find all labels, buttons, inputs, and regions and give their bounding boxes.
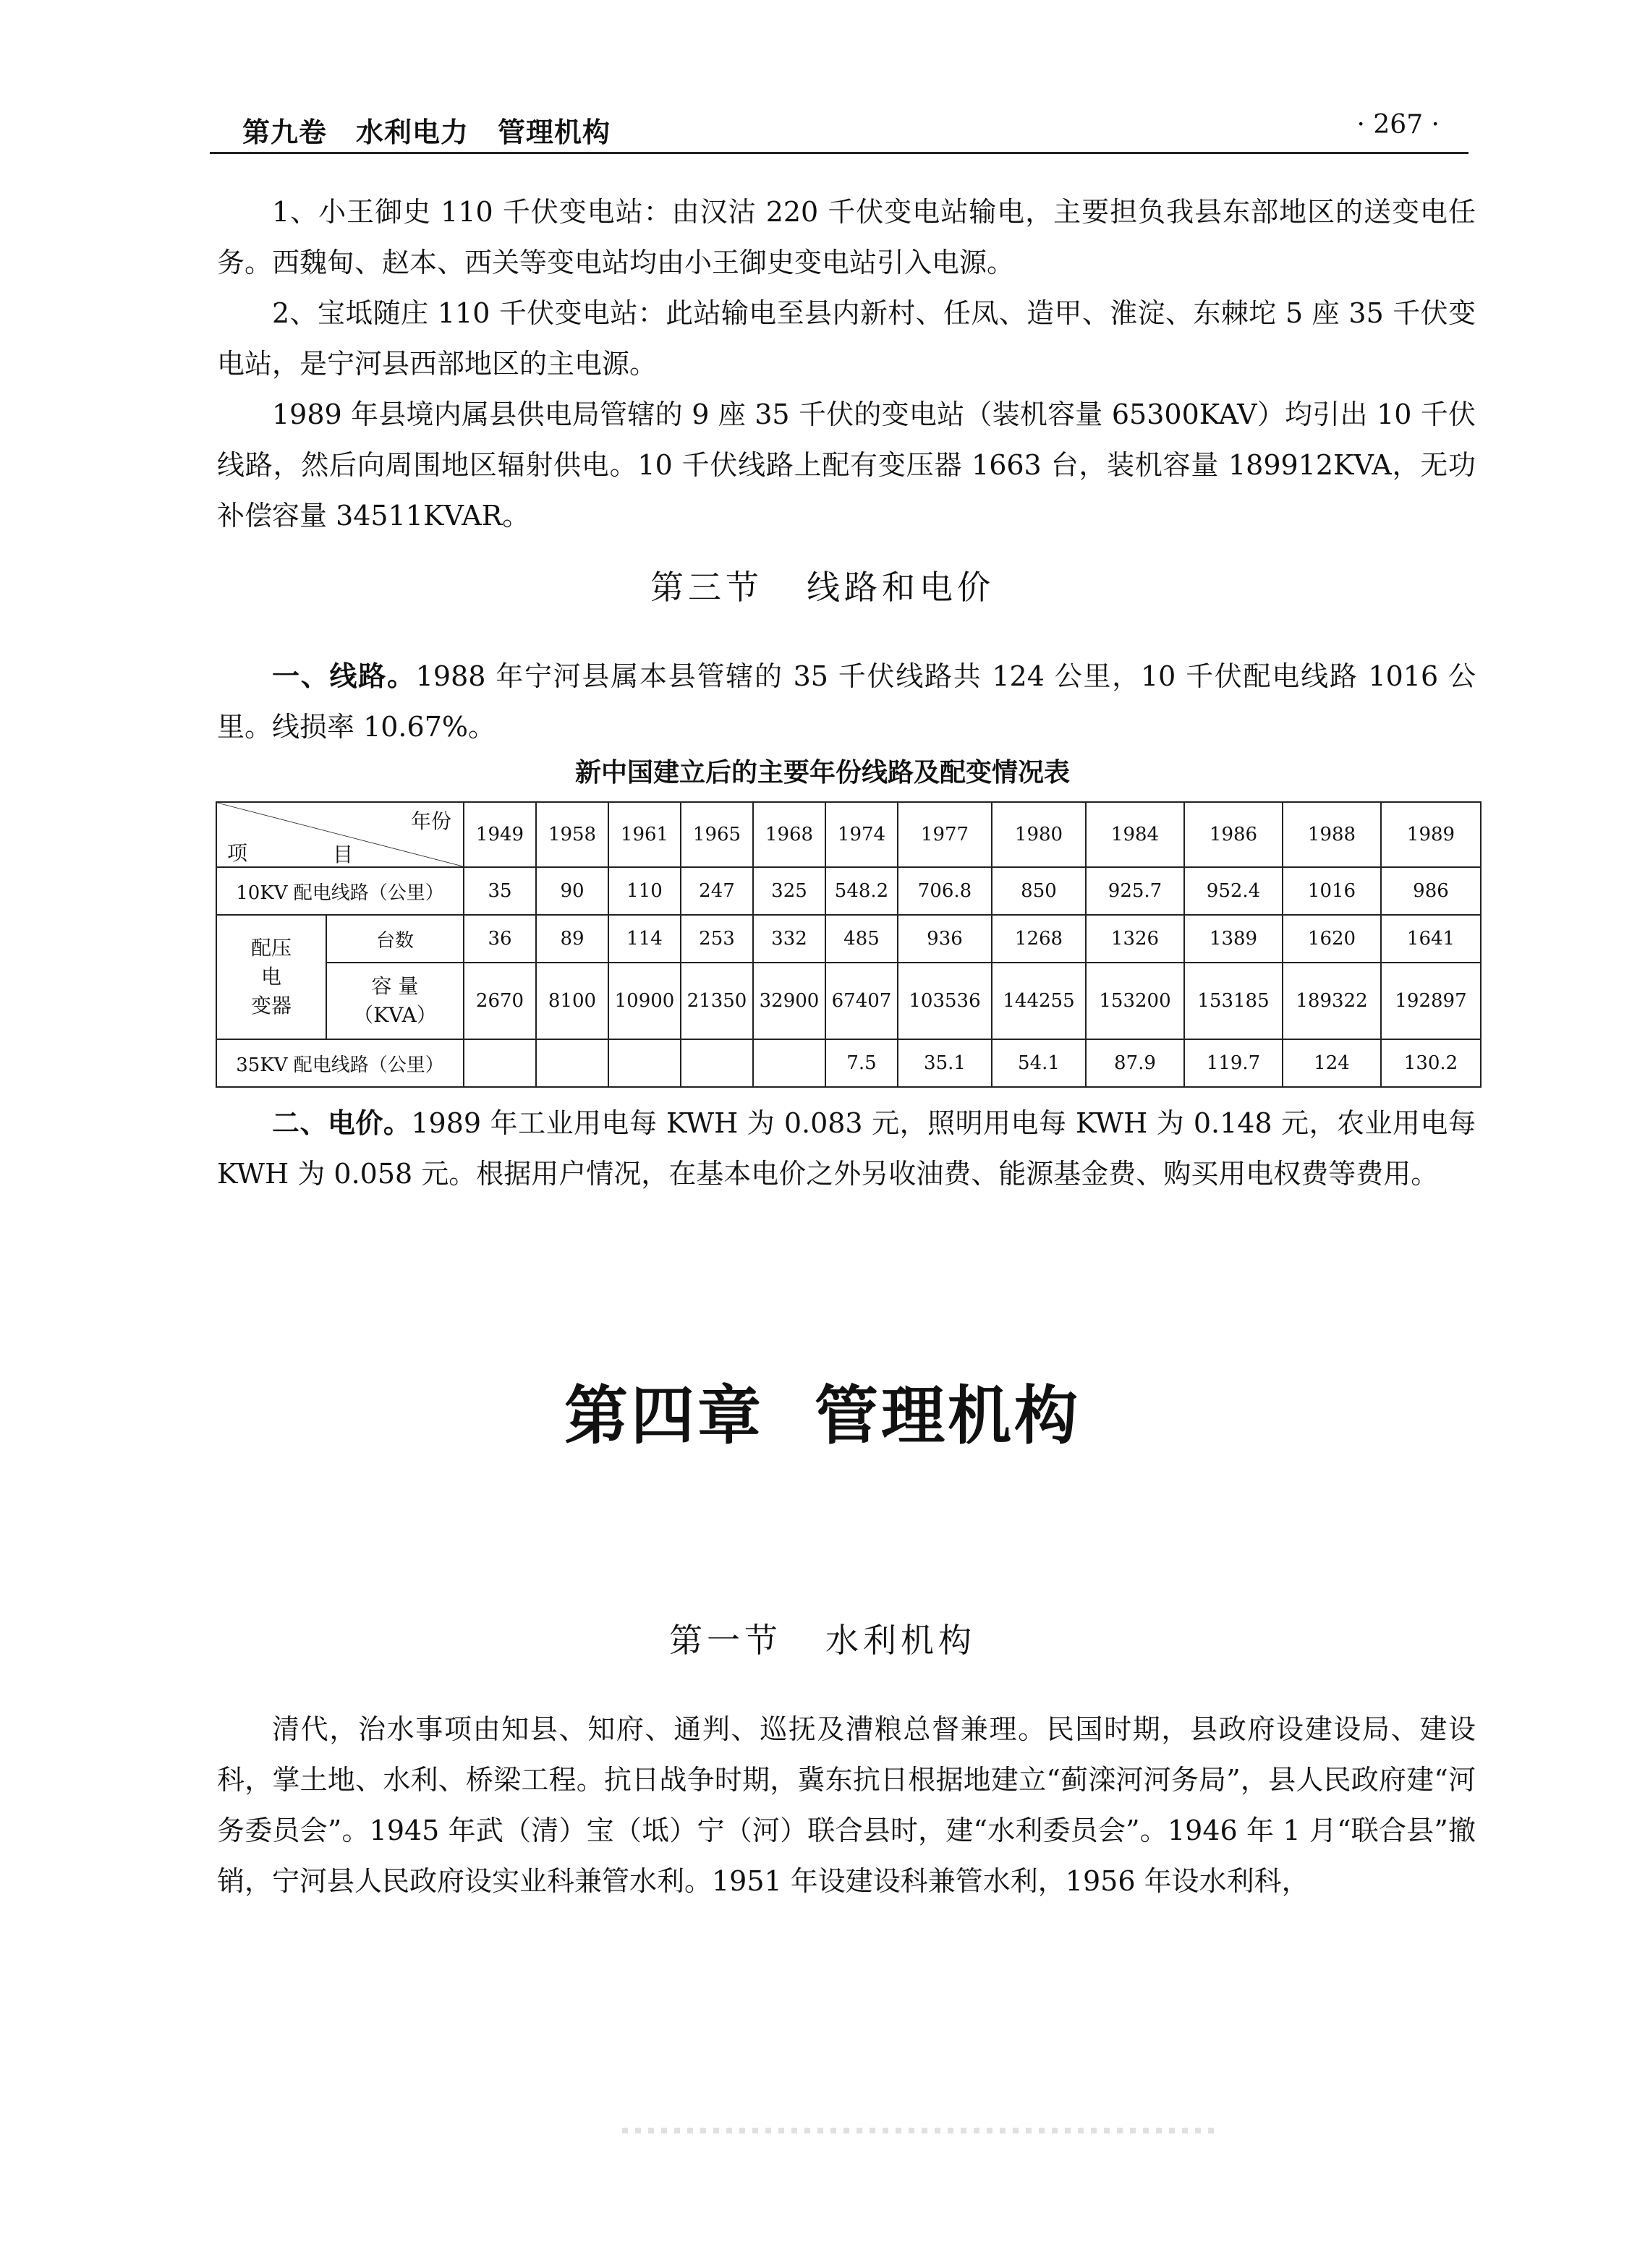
corner-year-label: 年份	[410, 809, 451, 833]
cell-10kv: 850	[992, 867, 1086, 915]
row-label-units: 台数	[326, 915, 464, 963]
header-volume: 第九卷	[242, 116, 328, 148]
page-number: · 267 ·	[1356, 110, 1440, 140]
header-section: 管理机构	[498, 116, 611, 148]
lines-head: 一、线路。	[272, 660, 416, 692]
price-body: 1989 年工业用电每 KWH 为 0.083 元，照明用电每 KWH 为 0.148 元，农业用电每 KWH 为 0.058 元。根据用户情况，在基本电价之外另收油费、能源基金费、购买用电权费等费用。	[217, 1107, 1476, 1190]
cell-35kv: 119.7	[1184, 1039, 1283, 1087]
group-label-line: 配压	[250, 936, 292, 960]
table-title: 新中国建立后的主要年份线路及配变情况表	[574, 758, 1070, 788]
cell-10kv: 90	[536, 867, 608, 915]
year-header: 1977	[898, 802, 992, 867]
cell-capacity: 153200	[1086, 963, 1184, 1039]
cell-units: 1641	[1381, 915, 1481, 963]
cell-10kv: 925.7	[1086, 867, 1184, 915]
cell-capacity: 21350	[681, 963, 753, 1039]
running-header	[210, 107, 1468, 154]
row-label-capacity	[326, 963, 464, 1039]
paragraph-price	[217, 1098, 1476, 1199]
year-header: 1988	[1283, 802, 1381, 867]
chapter-name: 管理机构	[815, 1378, 1081, 1453]
cell-35kv	[681, 1039, 753, 1087]
cell-capacity: 8100	[536, 963, 608, 1039]
cell-capacity: 10900	[608, 963, 681, 1039]
cell-10kv: 548.2	[825, 867, 898, 915]
cell-capacity: 153185	[1184, 963, 1283, 1039]
row-label-35kv: 35KV 配电线路（公里）	[216, 1039, 464, 1087]
cell-units: 1389	[1184, 915, 1283, 963]
cell-10kv: 247	[681, 867, 753, 915]
row-group-transformer	[216, 915, 326, 1039]
cell-35kv: 130.2	[1381, 1039, 1481, 1087]
cell-35kv: 7.5	[825, 1039, 898, 1087]
paragraph-substation-1: 1、小王御史 110 千伏变电站：由汉沽 220 千伏变电站输电，主要担负我县东部地区的送变电任务。西魏甸、赵本、西关等变电站均由小王御史变电站引入电源。	[217, 196, 1476, 278]
section-3-name: 线路和电价	[807, 568, 995, 607]
scan-artifact	[622, 2128, 1215, 2133]
cell-35kv	[536, 1039, 608, 1087]
cell-capacity: 32900	[753, 963, 825, 1039]
year-header: 1974	[825, 802, 898, 867]
cell-capacity: 67407	[825, 963, 898, 1039]
lines-transformers-table	[216, 801, 1482, 1088]
cell-capacity: 144255	[992, 963, 1086, 1039]
price-head: 二、电价。	[272, 1107, 412, 1139]
cell-units: 1326	[1086, 915, 1184, 963]
cell-35kv: 124	[1283, 1039, 1381, 1087]
section-3-heading	[0, 561, 1645, 609]
chapter-number: 第四章	[564, 1378, 764, 1453]
section-1-heading	[0, 1614, 1645, 1662]
cell-capacity: 103536	[898, 963, 992, 1039]
cell-units: 36	[464, 915, 536, 963]
cell-35kv	[608, 1039, 681, 1087]
year-header: 1986	[1184, 802, 1283, 867]
section-1-name: 水利机构	[825, 1621, 976, 1660]
year-header: 1949	[464, 802, 536, 867]
cell-10kv: 706.8	[898, 867, 992, 915]
year-header: 1961	[608, 802, 681, 867]
cell-35kv	[464, 1039, 536, 1087]
cell-35kv: 54.1	[992, 1039, 1086, 1087]
year-header: 1989	[1381, 802, 1481, 867]
cell-10kv: 325	[753, 867, 825, 915]
paragraph-lines	[217, 651, 1476, 752]
cell-10kv: 952.4	[1184, 867, 1283, 915]
cell-units: 1620	[1283, 915, 1381, 963]
corner-mu-label: 目	[333, 843, 354, 866]
cell-10kv: 110	[608, 867, 681, 915]
group-label-line: 变器	[250, 994, 292, 1018]
year-header: 1980	[992, 802, 1086, 867]
row-label-10kv: 10KV 配电线路（公里）	[216, 867, 464, 915]
table-corner-cell	[216, 802, 464, 867]
cell-10kv: 35	[464, 867, 536, 915]
section-3-number: 第三节	[650, 568, 763, 607]
year-header: 1984	[1086, 802, 1184, 867]
cell-capacity: 192897	[1381, 963, 1481, 1039]
corner-item-label: 项	[227, 841, 248, 865]
cell-35kv	[753, 1039, 825, 1087]
cell-units: 936	[898, 915, 992, 963]
chapter-4-heading	[0, 1365, 1645, 1457]
cell-units: 485	[825, 915, 898, 963]
paragraph-water-org: 清代，治水事项由知县、知府、通判、巡抚及漕粮总督兼理。民国时期，县政府设建设局、建设科，掌土地、水利、桥梁工程。抗日战争时期，冀东抗日根据地建立“蓟滦河河务局”，县人民政府建“河务委员会”。1945 年武（清）宝（坻）宁（河）联合县时，建“水利委员会”。1946 年 1 月“联合县”撤销，宁河县人民政府设实业科兼管水利。1951 年设建设科兼管水利，1956 年设水利科，	[217, 1713, 1476, 1897]
cell-units: 1268	[992, 915, 1086, 963]
header-part: 水利电力	[356, 116, 469, 148]
cell-capacity: 2670	[464, 963, 536, 1039]
year-header: 1968	[753, 802, 825, 867]
cell-units: 89	[536, 915, 608, 963]
cell-units: 114	[608, 915, 681, 963]
cell-capacity: 189322	[1283, 963, 1381, 1039]
cell-10kv: 986	[1381, 867, 1481, 915]
cell-units: 332	[753, 915, 825, 963]
paragraph-substation-2: 2、宝坻随庄 110 千伏变电站：此站输电至县内新村、任凤、造甲、淮淀、东棘坨 5 座 35 千伏变电站，是宁河县西部地区的主电源。	[217, 297, 1476, 380]
capacity-unit: （KVA）	[353, 1003, 437, 1027]
year-header: 1965	[681, 802, 753, 867]
cell-units: 253	[681, 915, 753, 963]
header-title	[242, 110, 639, 150]
year-header: 1958	[536, 802, 608, 867]
capacity-label: 容 量	[371, 974, 419, 998]
lines-body: 1988 年宁河县属本县管辖的 35 千伏线路共 124 公里，10 千伏配电线路 1016 公里。线损率 10.67%。	[217, 660, 1476, 743]
cell-35kv: 35.1	[898, 1039, 992, 1087]
paragraph-substations-1989: 1989 年县境内属县供电局管辖的 9 座 35 千伏的变电站（装机容量 65300KAV）均引出 10 千伏线路，然后向周围地区辐射供电。10 千伏线路上配有变压器 1663 台，装机容量 189912KVA，无功补偿容量 34511KVAR。	[217, 398, 1476, 532]
cell-10kv: 1016	[1283, 867, 1381, 915]
group-label-line: 电	[260, 965, 281, 989]
cell-35kv: 87.9	[1086, 1039, 1184, 1087]
section-1-number: 第一节	[669, 1621, 782, 1660]
